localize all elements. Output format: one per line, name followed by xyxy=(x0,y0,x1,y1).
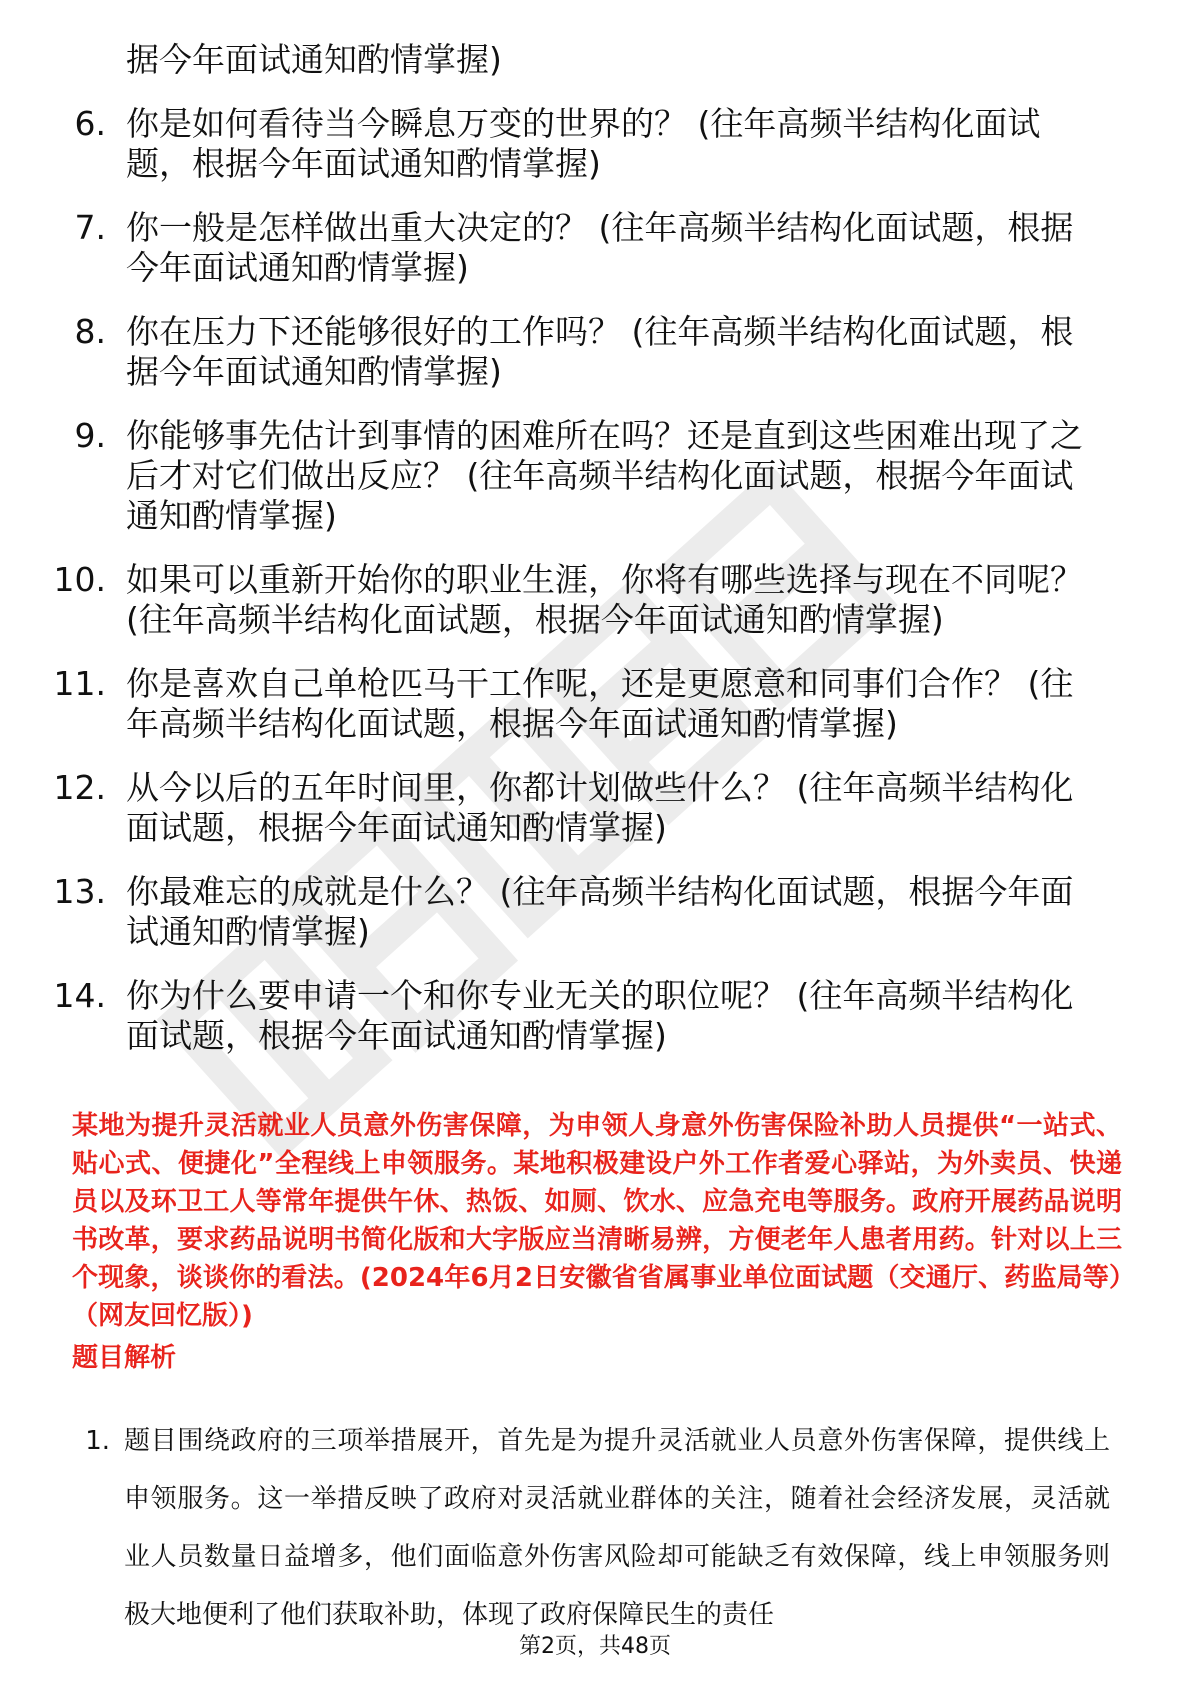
question-number: 14. xyxy=(53,976,106,1015)
question-item xyxy=(0,976,1190,1056)
question-item xyxy=(0,416,1190,536)
question-item xyxy=(0,104,1190,184)
question-item xyxy=(0,312,1190,392)
question-text: 如果可以重新开始你的职业生涯，你将有哪些选择与现在不同呢？ (往年高频半结构化面试题，根据今年面试通知酌情掌握) xyxy=(126,560,1083,639)
analysis-text: 题目围绕政府的三项举措展开，首先是为提升灵活就业人员意外伤害保障，提供线上申领服务。这一举措反映了政府对灵活就业群体的关注，随着社会经济发展，灵活就业人员数量日益增多，他们面临意外伤害风险却可能缺乏有效保障，线上申领服务则极大地便利了他们获取补助，体现了政府保障民生的责任 xyxy=(124,1426,1110,1630)
question-list xyxy=(0,40,1190,1080)
question-number: 12. xyxy=(53,768,106,807)
question-text: 你能够事先估计到事情的困难所在吗？还是直到这些困难出现了之后才对它们做出反应？ (往年高频半结构化面试题，根据今年面试通知酌情掌握) xyxy=(126,416,1083,535)
analysis-number: 1. xyxy=(85,1426,110,1456)
question-number: 9. xyxy=(74,416,106,455)
question-text: 你是喜欢自己单枪匹马干工作呢，还是更愿意和同事们合作？ (往年高频半结构化面试题，根据今年面试通知酌情掌握) xyxy=(126,664,1074,743)
question-item xyxy=(0,664,1190,744)
question-item xyxy=(0,208,1190,288)
page-footer: 第2页，共48页 xyxy=(519,1634,671,1659)
analysis-item xyxy=(0,1412,1190,1644)
analysis-heading: 题目解析 xyxy=(72,1343,177,1373)
question-number: 6. xyxy=(74,104,106,143)
question-text: 据今年面试通知酌情掌握) xyxy=(126,40,502,79)
question-text: 你为什么要申请一个和你专业无关的职位呢？ (往年高频半结构化面试题，根据今年面试通知酌情掌握) xyxy=(126,976,1074,1055)
interview-prompt: 某地为提升灵活就业人员意外伤害保障，为申领人身意外伤害保险补助人员提供“一站式、贴心式、便捷化”全程线上申领服务。某地积极建设户外工作者爱心驿站，为外卖员、快递员以及环卫工人等常年提供午休、热饭、如厕、饮水、应急充电等服务。政府开展药品说明书改革，要求药品说明书简化版和大字版应当清晰易辨，方便老年人患者用药。针对以上三个现象，谈谈你的看法。(2024年6月2日安徽省省属事业单位面试题（交通厅、药监局等）（网友回忆版）) xyxy=(72,1111,1122,1331)
question-number: 10. xyxy=(53,560,106,599)
question-text: 你是如何看待当今瞬息万变的世界的？ (往年高频半结构化面试题，根据今年面试通知酌情掌握) xyxy=(126,104,1041,183)
question-item xyxy=(0,768,1190,848)
question-item xyxy=(0,40,1190,80)
question-item xyxy=(0,560,1190,640)
question-text: 你在压力下还能够很好的工作吗？ (往年高频半结构化面试题，根据今年面试通知酌情掌握) xyxy=(126,312,1074,391)
question-text: 你一般是怎样做出重大决定的？ (往年高频半结构化面试题，根据今年面试通知酌情掌握) xyxy=(126,208,1074,287)
question-number: 7. xyxy=(74,208,106,247)
question-number: 13. xyxy=(53,872,106,911)
analysis-list xyxy=(0,1412,1190,1644)
question-item xyxy=(0,872,1190,952)
question-text: 你最难忘的成就是什么？ (往年高频半结构化面试题，根据今年面试通知酌情掌握) xyxy=(126,872,1074,951)
question-text: 从今以后的五年时间里，你都计划做些什么？ (往年高频半结构化面试题，根据今年面试通知酌情掌握) xyxy=(126,768,1074,847)
question-number: 11. xyxy=(53,664,106,703)
question-number: 8. xyxy=(74,312,106,351)
